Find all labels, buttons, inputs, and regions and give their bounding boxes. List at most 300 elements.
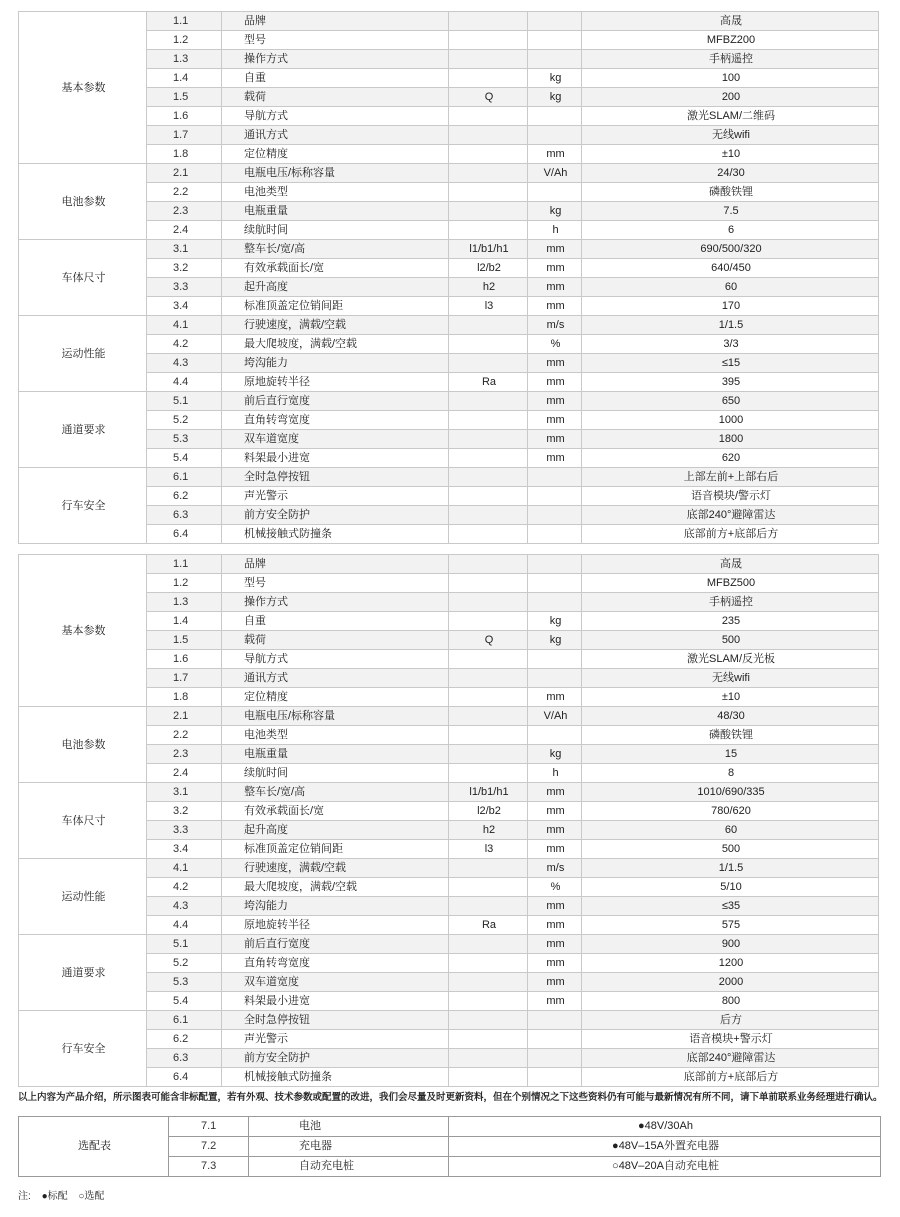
- row-number: 6.1: [147, 1011, 222, 1030]
- param-value: MFBZ200: [582, 31, 879, 50]
- param-value: 235: [582, 612, 879, 631]
- table-row: [19, 783, 879, 802]
- param-unit: kg: [528, 745, 582, 764]
- param-unit: mm: [528, 802, 582, 821]
- param-unit: [528, 574, 582, 593]
- param-unit: m/s: [528, 316, 582, 335]
- param-unit: V/Ah: [528, 164, 582, 183]
- row-number: 5.3: [147, 973, 222, 992]
- param-name: 整车长/宽/高: [222, 783, 449, 802]
- param-name: 声光警示: [222, 1030, 449, 1049]
- param-value: MFBZ500: [582, 574, 879, 593]
- param-symbol: l3: [449, 297, 528, 316]
- row-number: 2.4: [147, 221, 222, 240]
- param-symbol: [449, 726, 528, 745]
- table-row: [19, 745, 879, 764]
- param-symbol: [449, 859, 528, 878]
- param-value: 800: [582, 992, 879, 1011]
- param-symbol: [449, 392, 528, 411]
- param-value: 底部前方+底部后方: [582, 1068, 879, 1087]
- param-value: 200: [582, 88, 879, 107]
- param-unit: mm: [528, 297, 582, 316]
- param-value: 900: [582, 935, 879, 954]
- table-row: [19, 164, 879, 183]
- param-unit: [528, 1049, 582, 1068]
- row-number: 1.5: [147, 631, 222, 650]
- param-unit: mm: [528, 821, 582, 840]
- table-row: [19, 878, 879, 897]
- param-name: 前方安全防护: [222, 506, 449, 525]
- option-value: ○48V–20A自动充电桩: [449, 1157, 881, 1177]
- param-unit: [528, 555, 582, 574]
- param-unit: kg: [528, 69, 582, 88]
- param-symbol: l2/b2: [449, 802, 528, 821]
- option-number: 7.3: [169, 1157, 249, 1177]
- param-unit: V/Ah: [528, 707, 582, 726]
- table-row: [19, 69, 879, 88]
- row-number: 5.4: [147, 992, 222, 1011]
- row-number: 2.4: [147, 764, 222, 783]
- table-row: [19, 555, 879, 574]
- param-name: 机械接触式防撞条: [222, 1068, 449, 1087]
- param-symbol: [449, 335, 528, 354]
- param-unit: mm: [528, 935, 582, 954]
- legend: [18, 1187, 112, 1202]
- param-symbol: [449, 126, 528, 145]
- param-symbol: [449, 1049, 528, 1068]
- table-row: [19, 916, 879, 935]
- row-number: 2.2: [147, 726, 222, 745]
- param-symbol: [449, 707, 528, 726]
- table-row: [19, 316, 879, 335]
- param-symbol: [449, 1030, 528, 1049]
- param-name: 电瓶电压/标称容量: [222, 164, 449, 183]
- param-name: 直角转弯宽度: [222, 411, 449, 430]
- row-number: 1.5: [147, 88, 222, 107]
- table-row: [19, 593, 879, 612]
- row-number: 4.3: [147, 354, 222, 373]
- row-number: 3.3: [147, 821, 222, 840]
- group-label: 行车安全: [19, 1011, 147, 1087]
- param-name: 直角转弯宽度: [222, 954, 449, 973]
- param-symbol: [449, 612, 528, 631]
- param-symbol: Ra: [449, 916, 528, 935]
- table-row: [19, 335, 879, 354]
- row-number: 3.1: [147, 783, 222, 802]
- param-unit: [528, 650, 582, 669]
- param-name: 导航方式: [222, 107, 449, 126]
- table-row: [19, 373, 879, 392]
- param-value: ≤15: [582, 354, 879, 373]
- param-symbol: [449, 449, 528, 468]
- param-value: 60: [582, 821, 879, 840]
- option-number: 7.2: [169, 1137, 249, 1157]
- param-symbol: [449, 316, 528, 335]
- options-table: [18, 1116, 881, 1177]
- options-label: 选配表: [19, 1117, 169, 1177]
- row-number: 3.1: [147, 240, 222, 259]
- row-number: 1.2: [147, 31, 222, 50]
- row-number: 5.1: [147, 392, 222, 411]
- param-name: 续航时间: [222, 221, 449, 240]
- param-value: 60: [582, 278, 879, 297]
- group-label: 通道要求: [19, 935, 147, 1011]
- param-symbol: h2: [449, 278, 528, 297]
- param-name: 原地旋转半径: [222, 373, 449, 392]
- row-number: 4.1: [147, 316, 222, 335]
- row-number: 6.4: [147, 525, 222, 544]
- param-unit: [528, 183, 582, 202]
- table-row: [19, 859, 879, 878]
- table-row: [19, 726, 879, 745]
- param-unit: %: [528, 878, 582, 897]
- param-name: 标准顶盖定位销间距: [222, 840, 449, 859]
- row-number: 2.3: [147, 745, 222, 764]
- param-value: 6: [582, 221, 879, 240]
- param-symbol: [449, 688, 528, 707]
- param-name: 前方安全防护: [222, 1049, 449, 1068]
- table-row: [19, 688, 879, 707]
- row-number: 4.4: [147, 916, 222, 935]
- param-name: 通讯方式: [222, 669, 449, 688]
- param-value: 语音模块/警示灯: [582, 487, 879, 506]
- param-symbol: [449, 430, 528, 449]
- param-unit: h: [528, 764, 582, 783]
- param-name: 电瓶重量: [222, 745, 449, 764]
- row-number: 1.4: [147, 612, 222, 631]
- table-row: [19, 574, 879, 593]
- param-unit: mm: [528, 373, 582, 392]
- table-row: [19, 897, 879, 916]
- param-unit: [528, 1011, 582, 1030]
- row-number: 1.7: [147, 669, 222, 688]
- param-name: 通讯方式: [222, 126, 449, 145]
- row-number: 4.3: [147, 897, 222, 916]
- param-value: 650: [582, 392, 879, 411]
- param-symbol: [449, 1011, 528, 1030]
- row-number: 6.3: [147, 506, 222, 525]
- row-number: 2.1: [147, 707, 222, 726]
- param-unit: mm: [528, 954, 582, 973]
- param-symbol: [449, 506, 528, 525]
- spec-table-body: [19, 12, 879, 544]
- param-symbol: Q: [449, 88, 528, 107]
- param-unit: [528, 669, 582, 688]
- param-value: 1000: [582, 411, 879, 430]
- param-name: 电瓶电压/标称容量: [222, 707, 449, 726]
- options-table-body: [19, 1117, 881, 1177]
- table-row: [19, 631, 879, 650]
- param-name: 前后直行宽度: [222, 392, 449, 411]
- param-symbol: [449, 487, 528, 506]
- row-number: 2.2: [147, 183, 222, 202]
- table-row: [19, 821, 879, 840]
- param-value: 575: [582, 916, 879, 935]
- param-value: 磷酸铁锂: [582, 183, 879, 202]
- param-name: 续航时间: [222, 764, 449, 783]
- group-label: 基本参数: [19, 12, 147, 164]
- param-symbol: [449, 669, 528, 688]
- group-label: 电池参数: [19, 707, 147, 783]
- row-number: 1.7: [147, 126, 222, 145]
- param-unit: [528, 50, 582, 69]
- row-number: 1.8: [147, 145, 222, 164]
- table-row: [19, 411, 879, 430]
- row-number: 2.1: [147, 164, 222, 183]
- param-unit: mm: [528, 840, 582, 859]
- param-value: 8: [582, 764, 879, 783]
- param-value: 后方: [582, 1011, 879, 1030]
- row-number: 1.1: [147, 12, 222, 31]
- group-label: 电池参数: [19, 164, 147, 240]
- param-name: 电池类型: [222, 726, 449, 745]
- param-symbol: l1/b1/h1: [449, 783, 528, 802]
- param-symbol: [449, 69, 528, 88]
- param-value: 2000: [582, 973, 879, 992]
- param-unit: [528, 525, 582, 544]
- param-value: 780/620: [582, 802, 879, 821]
- table-row: [19, 392, 879, 411]
- param-unit: mm: [528, 688, 582, 707]
- param-name: 料架最小进宽: [222, 992, 449, 1011]
- param-value: ±10: [582, 688, 879, 707]
- param-name: 载荷: [222, 631, 449, 650]
- param-value: 7.5: [582, 202, 879, 221]
- row-number: 4.1: [147, 859, 222, 878]
- param-value: 上部左前+上部右后: [582, 468, 879, 487]
- table-row: [19, 430, 879, 449]
- param-name: 声光警示: [222, 487, 449, 506]
- param-symbol: [449, 202, 528, 221]
- param-symbol: [449, 745, 528, 764]
- param-name: 双车道宽度: [222, 430, 449, 449]
- param-unit: %: [528, 335, 582, 354]
- param-symbol: [449, 878, 528, 897]
- param-symbol: [449, 107, 528, 126]
- param-unit: mm: [528, 992, 582, 1011]
- option-name: 充电器: [249, 1137, 449, 1157]
- table-row: [19, 669, 879, 688]
- param-symbol: [449, 1068, 528, 1087]
- row-number: 6.1: [147, 468, 222, 487]
- param-symbol: [449, 354, 528, 373]
- param-value: 语音模块+警示灯: [582, 1030, 879, 1049]
- param-name: 原地旋转半径: [222, 916, 449, 935]
- param-name: 定位精度: [222, 145, 449, 164]
- param-unit: [528, 107, 582, 126]
- param-name: 整车长/宽/高: [222, 240, 449, 259]
- param-name: 机械接触式防撞条: [222, 525, 449, 544]
- param-name: 品牌: [222, 555, 449, 574]
- param-unit: mm: [528, 392, 582, 411]
- spec-table-2: [18, 554, 879, 1087]
- table-row: [19, 202, 879, 221]
- param-unit: [528, 487, 582, 506]
- row-number: 5.3: [147, 430, 222, 449]
- param-unit: mm: [528, 411, 582, 430]
- param-name: 全时急停按钮: [222, 468, 449, 487]
- table-row: [19, 973, 879, 992]
- param-symbol: [449, 145, 528, 164]
- row-number: 4.2: [147, 335, 222, 354]
- param-unit: m/s: [528, 859, 582, 878]
- param-unit: [528, 1068, 582, 1087]
- row-number: 6.2: [147, 1030, 222, 1049]
- param-value: ±10: [582, 145, 879, 164]
- group-label: 运动性能: [19, 316, 147, 392]
- param-name: 载荷: [222, 88, 449, 107]
- option-value: ●48V/30Ah: [449, 1117, 881, 1137]
- table-row: [19, 707, 879, 726]
- param-value: 170: [582, 297, 879, 316]
- param-name: 垮沟能力: [222, 354, 449, 373]
- param-symbol: Ra: [449, 373, 528, 392]
- row-number: 1.4: [147, 69, 222, 88]
- param-symbol: [449, 897, 528, 916]
- param-unit: mm: [528, 897, 582, 916]
- param-name: 料架最小进宽: [222, 449, 449, 468]
- param-symbol: [449, 650, 528, 669]
- param-unit: [528, 31, 582, 50]
- param-value: ≤35: [582, 897, 879, 916]
- param-name: 全时急停按钮: [222, 1011, 449, 1030]
- table-row: [19, 88, 879, 107]
- param-value: 激光SLAM/二维码: [582, 107, 879, 126]
- table-row: [19, 992, 879, 1011]
- param-unit: mm: [528, 783, 582, 802]
- param-value: 高晟: [582, 12, 879, 31]
- param-value: 500: [582, 840, 879, 859]
- param-value: 395: [582, 373, 879, 392]
- param-symbol: [449, 593, 528, 612]
- param-symbol: [449, 973, 528, 992]
- group-label: 车体尺寸: [19, 240, 147, 316]
- row-number: 3.4: [147, 297, 222, 316]
- param-symbol: [449, 992, 528, 1011]
- param-value: 激光SLAM/反光板: [582, 650, 879, 669]
- param-value: 640/450: [582, 259, 879, 278]
- table-row: [19, 354, 879, 373]
- param-unit: mm: [528, 430, 582, 449]
- group-label: 通道要求: [19, 392, 147, 468]
- group-label: 车体尺寸: [19, 783, 147, 859]
- table-row: [19, 31, 879, 50]
- table-row: [19, 278, 879, 297]
- param-symbol: [449, 468, 528, 487]
- table-row: [19, 107, 879, 126]
- param-symbol: [449, 50, 528, 69]
- table-row: [19, 297, 879, 316]
- row-number: 5.4: [147, 449, 222, 468]
- option-number: 7.1: [169, 1117, 249, 1137]
- param-value: 1/1.5: [582, 859, 879, 878]
- param-symbol: [449, 183, 528, 202]
- param-unit: mm: [528, 449, 582, 468]
- param-value: 无线wifi: [582, 669, 879, 688]
- param-name: 型号: [222, 31, 449, 50]
- param-name: 有效承载面长/宽: [222, 802, 449, 821]
- param-value: 24/30: [582, 164, 879, 183]
- param-unit: [528, 468, 582, 487]
- param-unit: mm: [528, 145, 582, 164]
- row-number: 4.4: [147, 373, 222, 392]
- param-symbol: l1/b1/h1: [449, 240, 528, 259]
- param-unit: kg: [528, 88, 582, 107]
- param-symbol: [449, 525, 528, 544]
- param-name: 品牌: [222, 12, 449, 31]
- param-value: 500: [582, 631, 879, 650]
- param-unit: mm: [528, 278, 582, 297]
- table-row: [19, 650, 879, 669]
- row-number: 1.6: [147, 107, 222, 126]
- legend-prefix: 注:: [18, 1191, 31, 1202]
- row-number: 3.2: [147, 259, 222, 278]
- param-name: 导航方式: [222, 650, 449, 669]
- param-unit: [528, 12, 582, 31]
- spec-table-body: [19, 555, 879, 1087]
- table-row: [19, 764, 879, 783]
- table-row: [19, 240, 879, 259]
- param-value: 磷酸铁锂: [582, 726, 879, 745]
- legend-standard: ●标配: [41, 1191, 68, 1202]
- param-symbol: l2/b2: [449, 259, 528, 278]
- param-value: 1010/690/335: [582, 783, 879, 802]
- row-number: 3.2: [147, 802, 222, 821]
- param-value: 100: [582, 69, 879, 88]
- row-number: 3.4: [147, 840, 222, 859]
- param-name: 电瓶重量: [222, 202, 449, 221]
- table-row: [19, 1011, 879, 1030]
- table-row: [19, 221, 879, 240]
- row-number: 4.2: [147, 878, 222, 897]
- table-row: [19, 935, 879, 954]
- param-name: 标准顶盖定位销间距: [222, 297, 449, 316]
- param-symbol: [449, 411, 528, 430]
- group-label: 行车安全: [19, 468, 147, 544]
- table-row: [19, 525, 879, 544]
- row-number: 1.2: [147, 574, 222, 593]
- option-name: 电池: [249, 1117, 449, 1137]
- param-value: 底部240°避障雷达: [582, 1049, 879, 1068]
- option-name: 自动充电桩: [249, 1157, 449, 1177]
- row-number: 6.2: [147, 487, 222, 506]
- table-row: [19, 183, 879, 202]
- param-name: 起升高度: [222, 278, 449, 297]
- param-value: 1/1.5: [582, 316, 879, 335]
- param-name: 行驶速度，满载/空载: [222, 859, 449, 878]
- table-row: [19, 468, 879, 487]
- param-symbol: Q: [449, 631, 528, 650]
- param-unit: [528, 506, 582, 525]
- param-value: 48/30: [582, 707, 879, 726]
- row-number: 6.4: [147, 1068, 222, 1087]
- param-value: 无线wifi: [582, 126, 879, 145]
- param-name: 操作方式: [222, 593, 449, 612]
- param-name: 最大爬坡度，满载/空载: [222, 878, 449, 897]
- row-number: 1.8: [147, 688, 222, 707]
- param-symbol: [449, 954, 528, 973]
- table-row: [19, 1030, 879, 1049]
- param-name: 行驶速度，满载/空载: [222, 316, 449, 335]
- param-unit: kg: [528, 612, 582, 631]
- param-value: 1800: [582, 430, 879, 449]
- param-unit: [528, 126, 582, 145]
- table-row: [19, 145, 879, 164]
- param-unit: h: [528, 221, 582, 240]
- row-number: 1.3: [147, 593, 222, 612]
- param-value: 690/500/320: [582, 240, 879, 259]
- disclaimer-text: 以上内容为产品介绍，所示图表可能含非标配置，若有外观、技术参数或配置的改进，我们会尽量及时更新资料，但在个别情况之下这些资料仍有可能与最新情况有所不同，请下单前联系业务经理进行确认。: [18, 1092, 883, 1103]
